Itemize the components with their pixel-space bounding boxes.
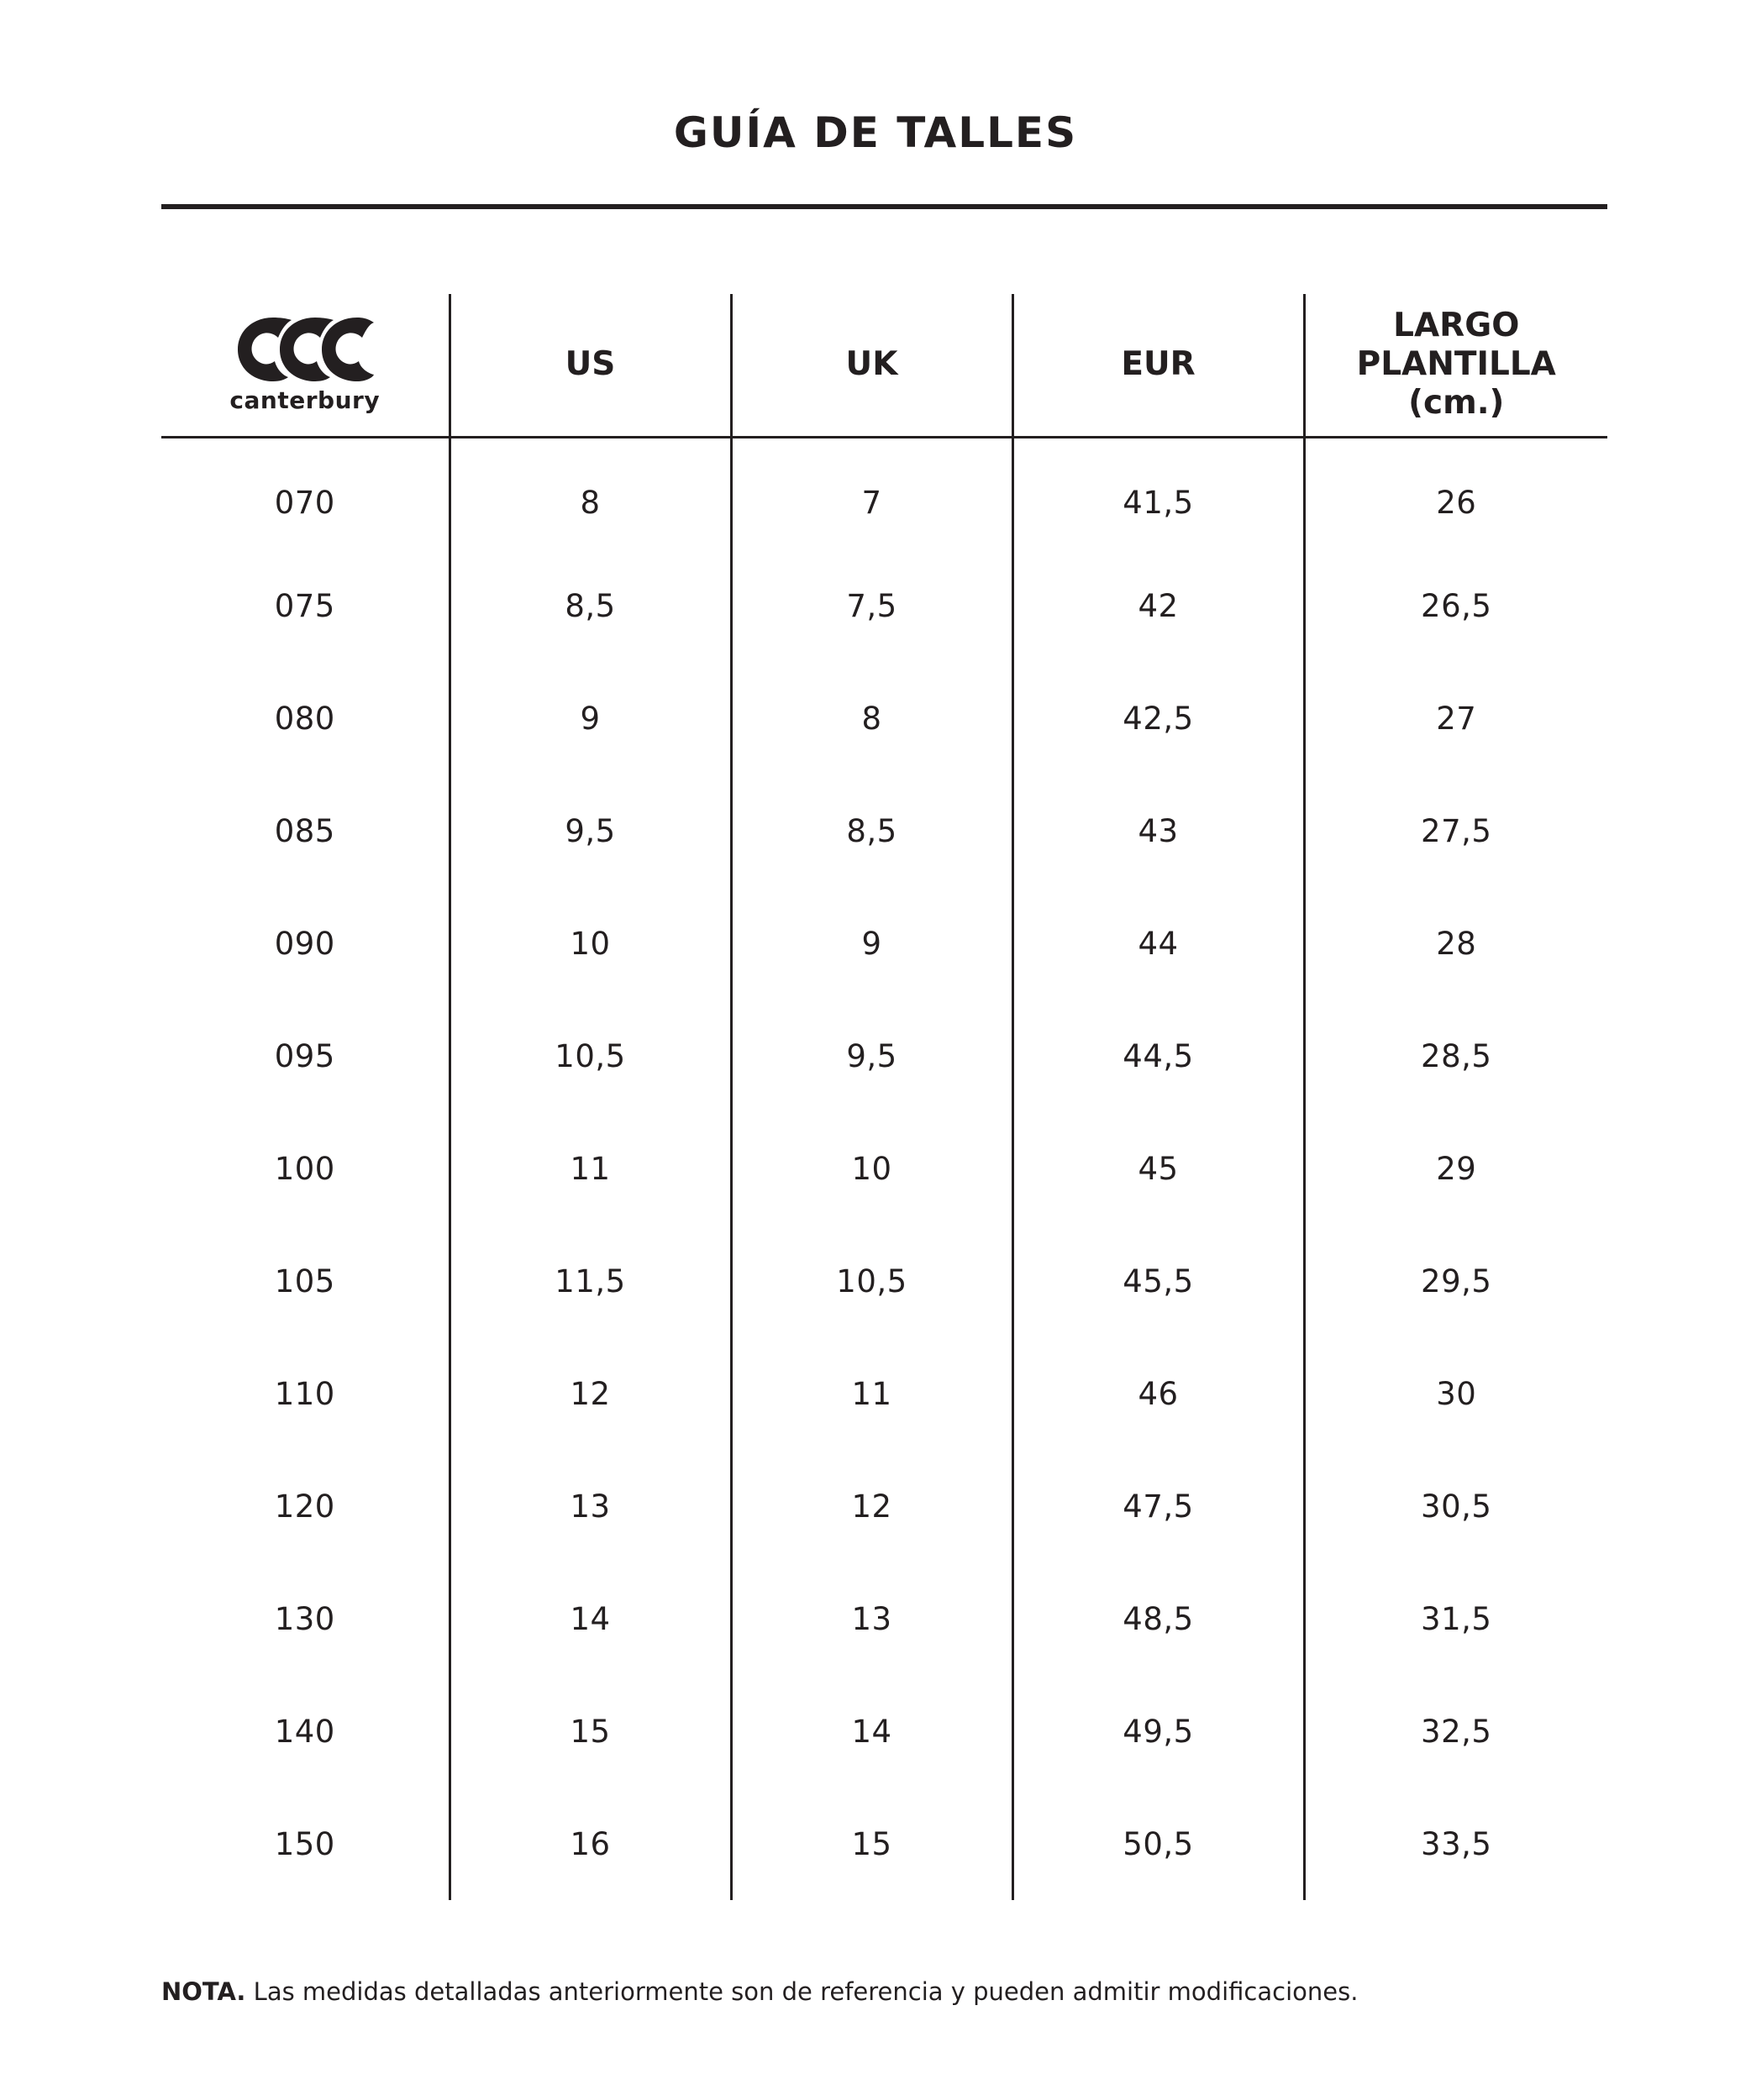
table-row	[161, 1337, 1607, 1450]
cell-eur: 42,5	[1012, 662, 1304, 774]
column-header-uk: UK	[731, 294, 1012, 437]
cell-uk: 8,5	[731, 774, 1012, 887]
column-header-largo-plantilla	[1304, 294, 1607, 437]
cell-eur: 49,5	[1012, 1675, 1304, 1788]
column-header-us: US	[450, 294, 731, 437]
cell-size-code: 120	[274, 1488, 335, 1525]
cell-size-code: 100	[274, 1150, 335, 1187]
cell-eur: 42	[1012, 549, 1304, 662]
cell-size-code: 110	[274, 1375, 335, 1412]
cell-us: 11	[450, 1112, 731, 1225]
cell-us: 14	[450, 1562, 731, 1675]
table-row	[161, 662, 1607, 774]
cell-largo: 33,5	[1304, 1788, 1607, 1900]
table-row	[161, 549, 1607, 662]
cell-uk: 14	[731, 1675, 1012, 1788]
column-header-eur: EUR	[1012, 294, 1304, 437]
cell-size-code: 140	[274, 1713, 335, 1750]
cell-eur: 44	[1012, 887, 1304, 1000]
cell-us: 13	[450, 1450, 731, 1562]
cell-uk: 7,5	[731, 549, 1012, 662]
cell-uk: 11	[731, 1337, 1012, 1450]
cell-eur: 44,5	[1012, 1000, 1304, 1112]
cell-eur: 45	[1012, 1112, 1304, 1225]
brand-logo	[229, 312, 380, 413]
cell-uk: 15	[731, 1788, 1012, 1900]
table-row	[161, 1000, 1607, 1112]
cell-size-code: 095	[274, 1037, 335, 1074]
brand-name: canterbury	[229, 386, 381, 414]
cell-largo: 29,5	[1304, 1225, 1607, 1337]
title-divider	[161, 204, 1607, 209]
footnote	[161, 1975, 1607, 2008]
cell-size-code: 080	[274, 700, 335, 737]
cell-size-code: 075	[274, 587, 335, 624]
table-row	[161, 437, 1607, 549]
cell-us: 15	[450, 1675, 731, 1788]
cell-uk: 8	[731, 662, 1012, 774]
column-header-line: PLANTILLA	[1356, 345, 1556, 384]
table-row	[161, 1562, 1607, 1675]
cell-us: 8	[450, 437, 731, 549]
size-guide-table-container	[161, 294, 1607, 1907]
cell-uk: 10,5	[731, 1225, 1012, 1337]
table-row	[161, 887, 1607, 1000]
cell-largo: 27,5	[1304, 774, 1607, 887]
cell-uk: 13	[731, 1562, 1012, 1675]
table-row	[161, 1675, 1607, 1788]
table-row	[161, 1788, 1607, 1900]
cell-us: 16	[450, 1788, 731, 1900]
cell-us: 10	[450, 887, 731, 1000]
cell-us: 8,5	[450, 549, 731, 662]
cell-us: 11,5	[450, 1225, 731, 1337]
cell-uk: 7	[731, 437, 1012, 549]
cell-eur: 50,5	[1012, 1788, 1304, 1900]
cell-size-code: 130	[274, 1600, 335, 1637]
cell-largo: 26,5	[1304, 549, 1607, 662]
cell-largo: 32,5	[1304, 1675, 1607, 1788]
table-row	[161, 1225, 1607, 1337]
cell-largo: 27	[1304, 662, 1607, 774]
cell-uk: 9	[731, 887, 1012, 1000]
cell-largo: 29	[1304, 1112, 1607, 1225]
cell-size-code: 070	[274, 485, 335, 522]
size-guide-table	[161, 294, 1607, 1900]
cell-us: 9,5	[450, 774, 731, 887]
cell-eur: 43	[1012, 774, 1304, 887]
cell-us: 9	[450, 662, 731, 774]
table-row	[161, 1450, 1607, 1562]
cell-eur: 47,5	[1012, 1450, 1304, 1562]
canterbury-ccc-logo-icon	[234, 312, 376, 386]
footnote-label: NOTA.	[161, 1977, 246, 2006]
column-header-line: LARGO	[1393, 307, 1520, 345]
table-row	[161, 1112, 1607, 1225]
cell-largo: 31,5	[1304, 1562, 1607, 1675]
table-header-row	[161, 294, 1607, 437]
cell-uk: 12	[731, 1450, 1012, 1562]
cell-eur: 41,5	[1012, 437, 1304, 549]
cell-size-code: 090	[274, 925, 335, 962]
cell-largo: 28,5	[1304, 1000, 1607, 1112]
cell-eur: 46	[1012, 1337, 1304, 1450]
cell-us: 12	[450, 1337, 731, 1450]
cell-largo: 30	[1304, 1337, 1607, 1450]
cell-largo: 30,5	[1304, 1450, 1607, 1562]
cell-eur: 48,5	[1012, 1562, 1304, 1675]
cell-eur: 45,5	[1012, 1225, 1304, 1337]
cell-size-code: 150	[274, 1825, 335, 1862]
cell-uk: 10	[731, 1112, 1012, 1225]
column-header-line: (cm.)	[1408, 384, 1505, 423]
cell-largo: 28	[1304, 887, 1607, 1000]
cell-largo: 26	[1304, 437, 1607, 549]
page-title: GUÍA DE TALLES	[673, 108, 1078, 157]
cell-us: 10,5	[450, 1000, 731, 1112]
brand-logo-header	[161, 294, 450, 437]
cell-size-code: 085	[274, 812, 335, 849]
cell-uk: 9,5	[731, 1000, 1012, 1112]
table-row	[161, 774, 1607, 887]
cell-size-code: 105	[274, 1263, 335, 1299]
footnote-text: Las medidas detalladas anteriormente son de referencia y pueden admitir modificaciones.	[245, 1977, 1359, 2006]
